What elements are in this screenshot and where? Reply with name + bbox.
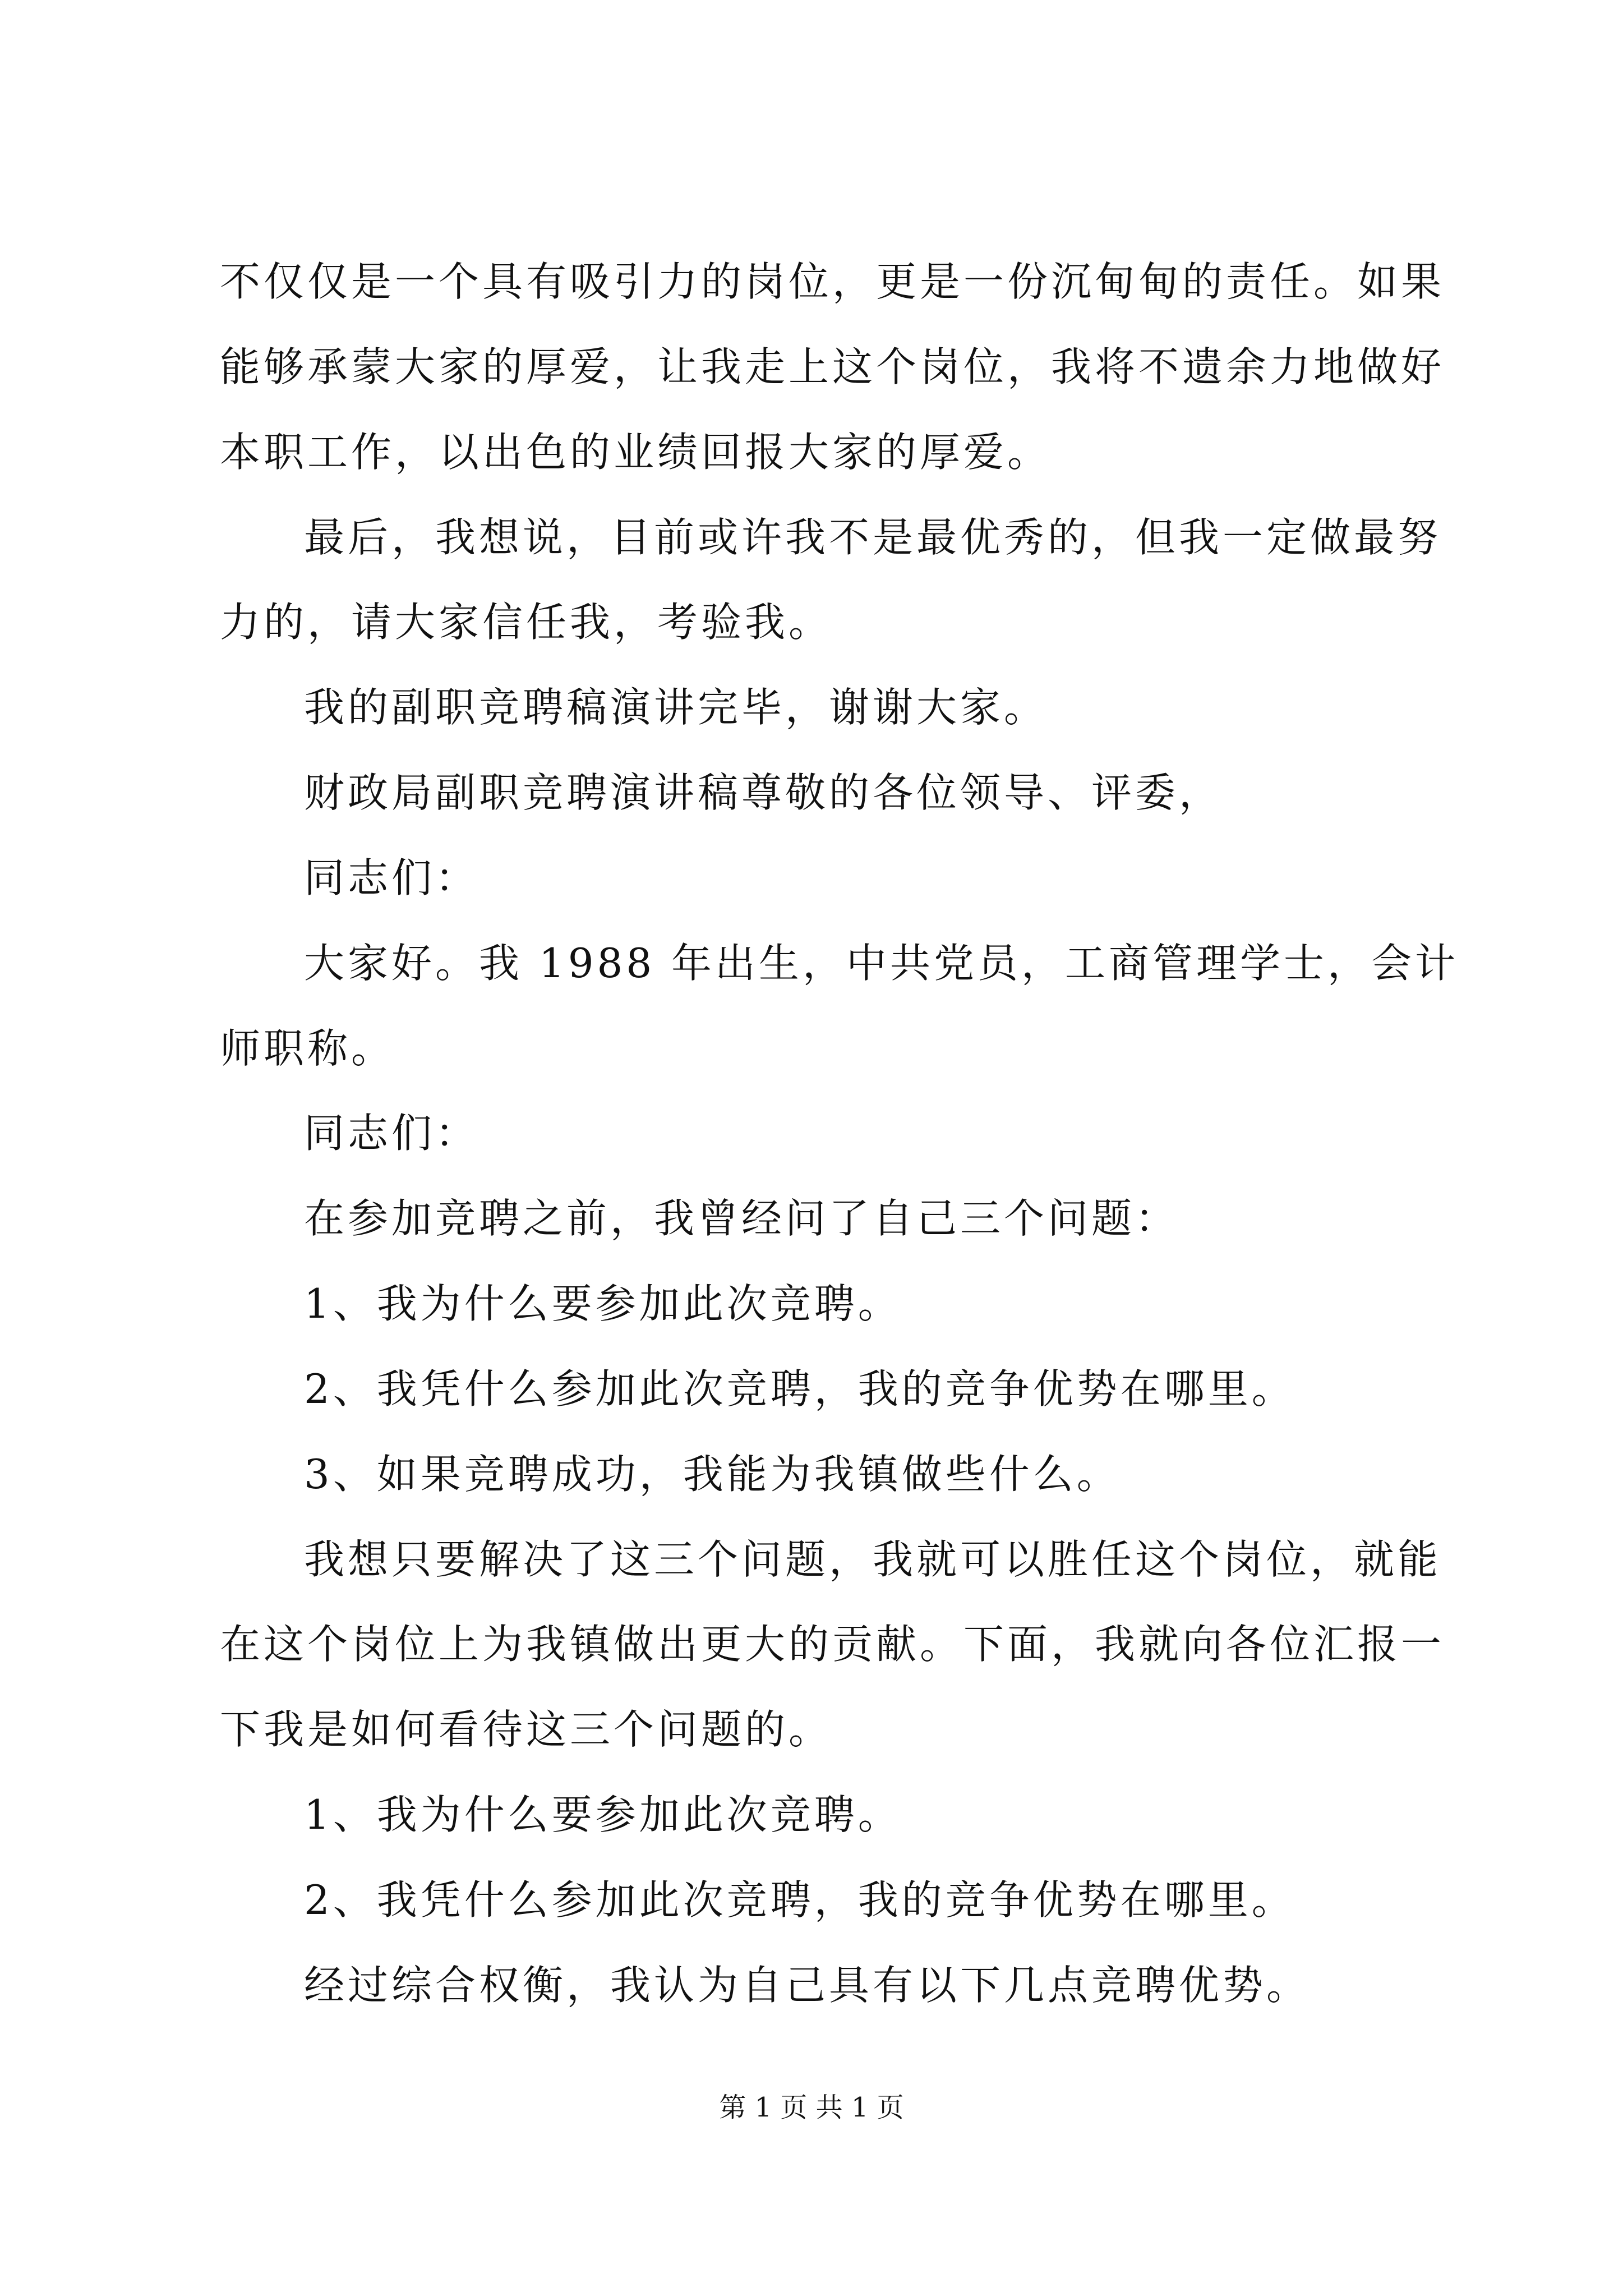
- paragraph-line: 同志们：: [304, 1110, 479, 1157]
- paragraph-line: 财政局副职竞聘演讲稿尊敬的各位领导、评委，: [304, 769, 1223, 816]
- paragraph-line: 3、如果竞聘成功，我能为我镇做些什么。: [304, 1451, 1121, 1498]
- paragraph-line: 1、我为什么要参加此次竞聘。: [304, 1791, 902, 1838]
- paragraph-line: 我的副职竞聘稿演讲完毕，谢谢大家。: [304, 684, 1048, 731]
- paragraph-line: 我想只要解决了这三个问题，我就可以胜任这个岗位，就能: [304, 1536, 1442, 1583]
- paragraph-line: 力的，请大家信任我，考验我。: [220, 599, 833, 646]
- paragraph-line: 同志们：: [304, 854, 479, 901]
- paragraph-line: 2、我凭什么参加此次竞聘，我的竞争优势在哪里。: [304, 1365, 1295, 1412]
- paragraph-line: 师职称。: [220, 1025, 395, 1072]
- paragraph-line: 本职工作，以出色的业绩回报大家的厚爱。: [220, 429, 1052, 476]
- paragraph-line: 1、我为什么要参加此次竞聘。: [304, 1280, 902, 1327]
- paragraph-line: 在参加竞聘之前，我曾经问了自己三个问题：: [304, 1195, 1179, 1242]
- page-number-footer: 第 1 页 共 1 页: [719, 2092, 904, 2123]
- paragraph-line: 大家好。我 1988 年出生，中共党员，工商管理学士，会计: [304, 940, 1459, 987]
- paragraph-line: 在这个岗位上为我镇做出更大的贡献。下面，我就向各位汇报一: [220, 1621, 1445, 1668]
- paragraph-line: 经过综合权衡，我认为自己具有以下几点竞聘优势。: [304, 1962, 1311, 2009]
- paragraph-line: 2、我凭什么参加此次竞聘，我的竞争优势在哪里。: [304, 1876, 1295, 1924]
- paragraph-line: 能够承蒙大家的厚爱，让我走上这个岗位，我将不遗余力地做好: [220, 343, 1445, 390]
- paragraph-line: 下我是如何看待这三个问题的。: [220, 1706, 833, 1753]
- paragraph-line: 不仅仅是一个具有吸引力的岗位，更是一份沉甸甸的责任。如果: [220, 258, 1445, 305]
- paragraph-line: 最后，我想说，目前或许我不是最优秀的，但我一定做最努: [304, 514, 1442, 561]
